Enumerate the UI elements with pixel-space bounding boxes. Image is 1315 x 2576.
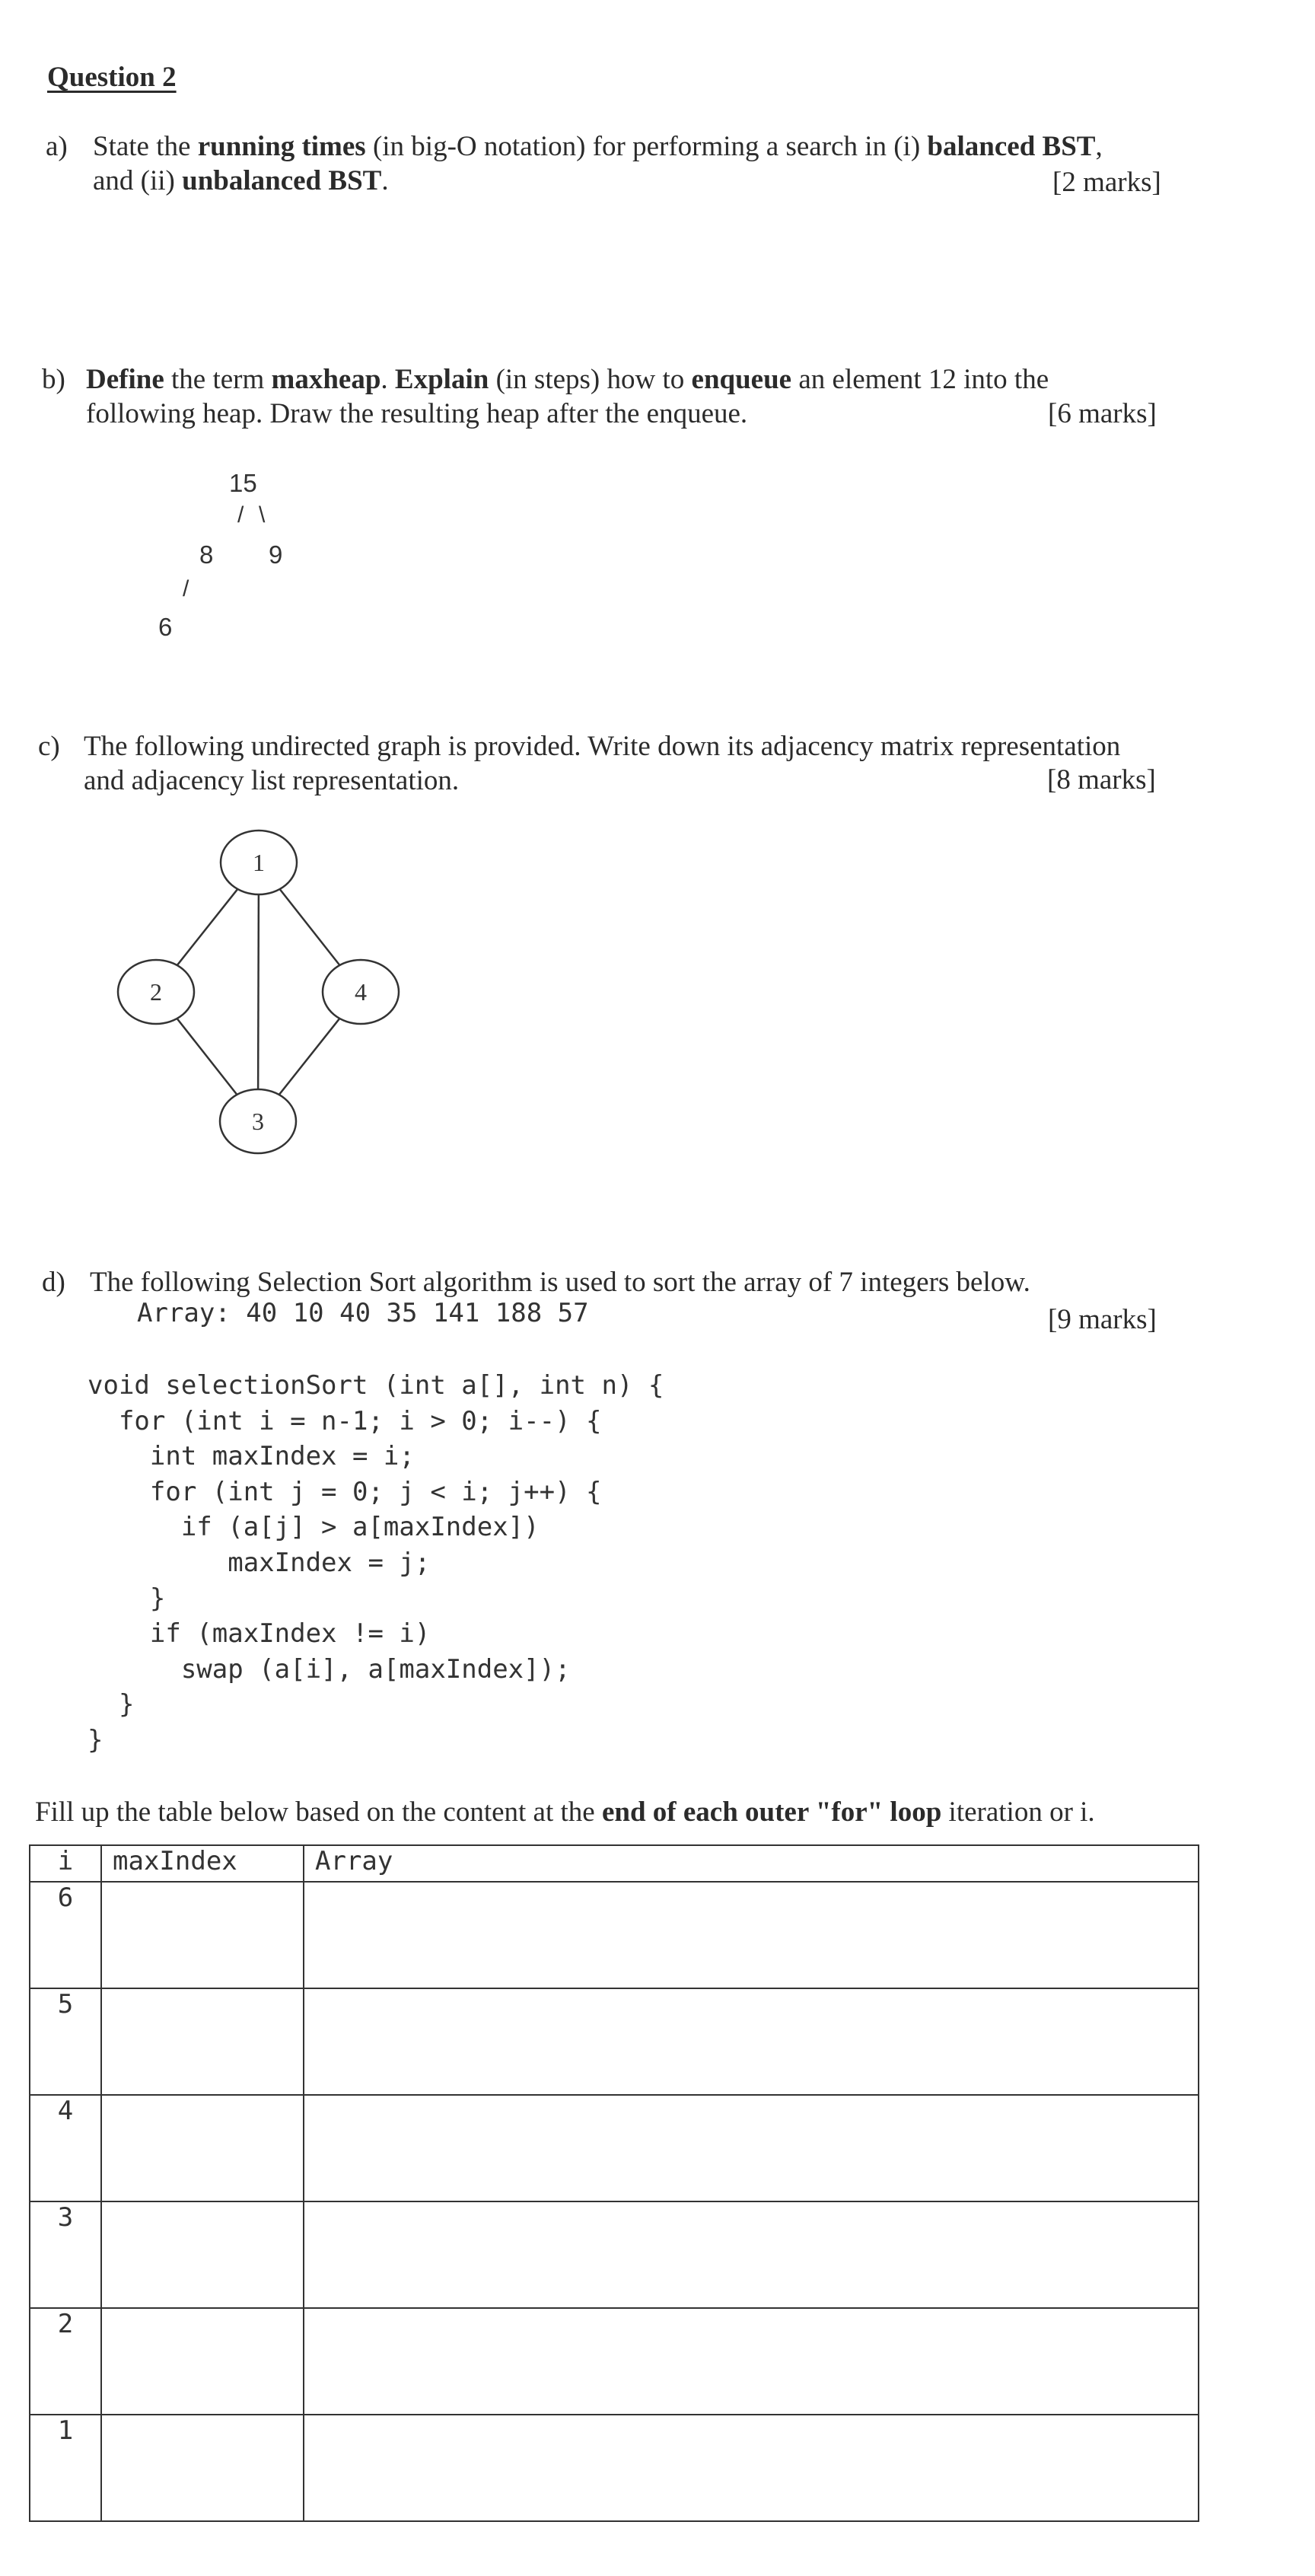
graph-node-label: 2 <box>150 978 162 1006</box>
cell-i: 5 <box>30 1988 101 2095</box>
table-row <box>30 2415 1199 2521</box>
code-line: maxIndex = j; <box>88 1548 431 1578</box>
cell-array[interactable] <box>304 2308 1199 2415</box>
graph-edge-1-3 <box>258 894 259 1089</box>
part-b-label: b) <box>42 364 65 395</box>
text: (in big-O notation) for performing a search in (i) <box>365 131 928 162</box>
cell-array[interactable] <box>304 2095 1199 2201</box>
bold-text: Explain <box>394 364 489 395</box>
cell-i: 3 <box>30 2201 101 2308</box>
part-a-line2 <box>93 164 389 198</box>
text: . <box>380 364 395 395</box>
table-row <box>30 1882 1199 1988</box>
graph-edge-1-2 <box>177 889 238 965</box>
text: , <box>1095 131 1103 162</box>
cell-array[interactable] <box>304 1882 1199 1988</box>
selection-sort-table <box>29 1844 1199 2522</box>
text: and (ii) <box>93 165 183 196</box>
text: Fill up the table below based on the content at the <box>35 1797 602 1828</box>
code-line: swap (a[i], a[maxIndex]); <box>88 1654 571 1685</box>
text: . <box>381 165 389 196</box>
bold-text: unbalanced BST <box>182 165 382 196</box>
bold-text: Define <box>86 364 164 395</box>
code-line: if (a[j] > a[maxIndex]) <box>88 1512 540 1542</box>
part-b-line1 <box>86 362 1049 397</box>
table-row <box>30 1988 1199 2095</box>
bold-text: end of each outer "for" loop <box>601 1797 942 1828</box>
text: iteration or i. <box>941 1797 1095 1828</box>
cell-array[interactable] <box>304 1988 1199 2095</box>
heap-node-root: 15 <box>229 469 257 497</box>
text: the term <box>164 364 272 395</box>
part-a-marks: [2 marks] <box>1052 167 1161 198</box>
part-b-marks: [6 marks] <box>1048 398 1157 429</box>
code-line: if (maxIndex != i) <box>88 1618 431 1649</box>
text: an element 12 into the <box>791 364 1049 395</box>
table-row <box>30 2308 1199 2415</box>
graph-edge-2-3 <box>177 1019 237 1095</box>
part-c-line2 <box>84 764 459 798</box>
code-line: } <box>88 1583 166 1614</box>
text: following heap. Draw the resulting heap after the enqueue. <box>86 398 748 429</box>
part-a-label: a) <box>46 131 68 162</box>
code-line: int maxIndex = i; <box>88 1441 415 1471</box>
header-i: i <box>30 1845 101 1882</box>
graph-node-label: 3 <box>252 1108 264 1135</box>
question-title: Question 2 <box>47 62 177 93</box>
undirected-graph <box>76 807 457 1172</box>
cell-maxindex[interactable] <box>101 2415 304 2521</box>
part-a-line1 <box>93 129 1103 164</box>
table-instruction <box>35 1795 1095 1829</box>
part-d-marks: [9 marks] <box>1048 1304 1157 1335</box>
code-line: void selectionSort (int a[], int n) { <box>88 1370 664 1401</box>
cell-array[interactable] <box>304 2201 1199 2308</box>
part-b-line2 <box>86 397 747 431</box>
bold-text: balanced BST <box>927 131 1096 162</box>
heap-node-right: 9 <box>269 540 283 569</box>
table-header-row <box>30 1845 1199 1882</box>
heap-node-left: 8 <box>199 540 214 569</box>
header-maxindex: maxIndex <box>101 1845 304 1882</box>
text: The following Selection Sort algorithm is used to sort the array of 7 integers below. <box>90 1267 1030 1298</box>
code-line: for (int j = 0; j < i; j++) { <box>88 1477 602 1507</box>
heap-edge-left-left: / <box>183 576 189 601</box>
cell-maxindex[interactable] <box>101 1988 304 2095</box>
cell-i: 2 <box>30 2308 101 2415</box>
code-line: } <box>88 1689 135 1720</box>
part-c-marks: [8 marks] <box>1047 764 1156 795</box>
part-c-label: c) <box>38 731 60 762</box>
text: and adjacency list representation. <box>84 765 460 796</box>
cell-i: 6 <box>30 1882 101 1988</box>
bold-text: maxheap <box>271 364 381 395</box>
part-d-label: d) <box>42 1267 65 1298</box>
text: The following undirected graph is provided. Write down its adjacency matrix representation <box>84 731 1121 762</box>
code-line: for (int i = n-1; i > 0; i--) { <box>88 1406 602 1436</box>
heap-edge-right: \ <box>259 502 266 528</box>
graph-edge-1-4 <box>280 889 340 965</box>
cell-i: 4 <box>30 2095 101 2201</box>
table-row <box>30 2201 1199 2308</box>
cell-maxindex[interactable] <box>101 1882 304 1988</box>
table-row <box>30 2095 1199 2201</box>
header-array: Array <box>304 1845 1199 1882</box>
part-c-line1 <box>84 729 1120 764</box>
part-d-line1 <box>90 1265 1030 1299</box>
text: State the <box>93 131 198 162</box>
cell-maxindex[interactable] <box>101 2201 304 2308</box>
heap-node-left-left: 6 <box>158 613 173 641</box>
graph-node-label: 4 <box>355 978 367 1006</box>
cell-array[interactable] <box>304 2415 1199 2521</box>
bold-text: enqueue <box>691 364 792 395</box>
graph-edge-4-3 <box>279 1019 340 1095</box>
cell-i: 1 <box>30 2415 101 2521</box>
cell-maxindex[interactable] <box>101 2308 304 2415</box>
heap-edge-left: / <box>237 502 244 528</box>
text: (in steps) how to <box>489 364 692 395</box>
bold-text: running times <box>197 131 366 162</box>
code-line: } <box>88 1725 103 1755</box>
graph-node-label: 1 <box>253 849 265 876</box>
array-values: Array: 40 10 40 35 141 188 57 <box>137 1298 589 1328</box>
cell-maxindex[interactable] <box>101 2095 304 2201</box>
